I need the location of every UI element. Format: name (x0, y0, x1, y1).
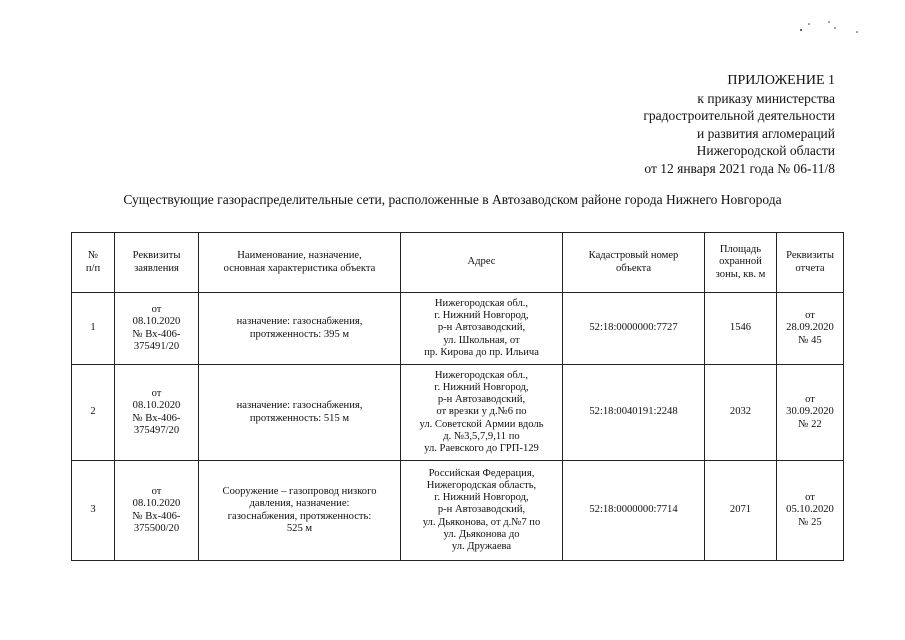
appendix-line: от 12 января 2021 года № 06-11/8 (644, 160, 835, 176)
cell-number: 1 (72, 293, 115, 365)
table-row (72, 293, 844, 365)
gas-network-table (71, 232, 844, 561)
cell-name: назначение: газоснабжения, протяженность: 395 м (199, 293, 401, 365)
cell-application: от 08.10.2020 № Вх-406- 375500/20 (115, 461, 199, 561)
cell-report: от 05.10.2020 № 25 (777, 461, 844, 561)
header-report: Реквизиты отчета (777, 233, 844, 293)
header-cadastral: Кадастровый номер объекта (563, 233, 705, 293)
cell-name: назначение: газоснабжения, протяженность: 515 м (199, 365, 401, 461)
cell-report: от 30.09.2020 № 22 (777, 365, 844, 461)
header-number: № п/п (72, 233, 115, 293)
header-application: Реквизиты заявления (115, 233, 199, 293)
table-row (72, 365, 844, 461)
cell-address: Российская Федерация, Нижегородская область, г. Нижний Новгород, р-н Автозаводский, ул. Дьяконова, от д.№7 по ул. Дьяконова до ул. Дружаева (401, 461, 563, 561)
cell-number: 2 (72, 365, 115, 461)
scan-specks (795, 14, 865, 44)
appendix-line: и развития агломераций (696, 125, 835, 141)
cell-application: от 08.10.2020 № Вх-406- 375491/20 (115, 293, 199, 365)
cell-address: Нижегородская обл., г. Нижний Новгород, р-н Автозаводский, от врезки у д.№6 по ул. Советской Армии вдоль д. №3,5,7,9,11 по ул. Раевского до ГРП-129 (401, 365, 563, 461)
document-title: Существующие газораспределительные сети, расположенные в Автозаводском районе города Нижнего Новгорода (123, 192, 782, 207)
header-address: Адрес (401, 233, 563, 293)
cell-area: 2032 (705, 365, 777, 461)
appendix-line: к приказу министерства (697, 90, 835, 106)
appendix-line: градостроительной деятельности (643, 108, 835, 124)
cell-address: Нижегородская обл., г. Нижний Новгород, р-н Автозаводский, ул. Школьная, от пр. Кирова до пр. Ильича (401, 293, 563, 365)
header-area: Площадь охранной зоны, кв. м (705, 233, 777, 293)
cell-area: 1546 (705, 293, 777, 365)
table-row (72, 461, 844, 561)
cell-application: от 08.10.2020 № Вх-406- 375497/20 (115, 365, 199, 461)
appendix-title: ПРИЛОЖЕНИЕ 1 (727, 73, 835, 88)
cell-area: 2071 (705, 461, 777, 561)
cell-cadastral: 52:18:0040191:2248 (563, 365, 705, 461)
appendix-line: Нижегородской области (696, 143, 835, 159)
cell-number: 3 (72, 461, 115, 561)
cell-name: Сооружение – газопровод низкого давления, назначение: газоснабжения, протяженность: 525 м (199, 461, 401, 561)
cell-cadastral: 52:18:0000000:7714 (563, 461, 705, 561)
header-name: Наименование, назначение, основная характеристика объекта (199, 233, 401, 293)
cell-cadastral: 52:18:0000000:7727 (563, 293, 705, 365)
table-header-row (72, 233, 844, 293)
appendix-header (535, 72, 835, 178)
cell-report: от 28.09.2020 № 45 (777, 293, 844, 365)
